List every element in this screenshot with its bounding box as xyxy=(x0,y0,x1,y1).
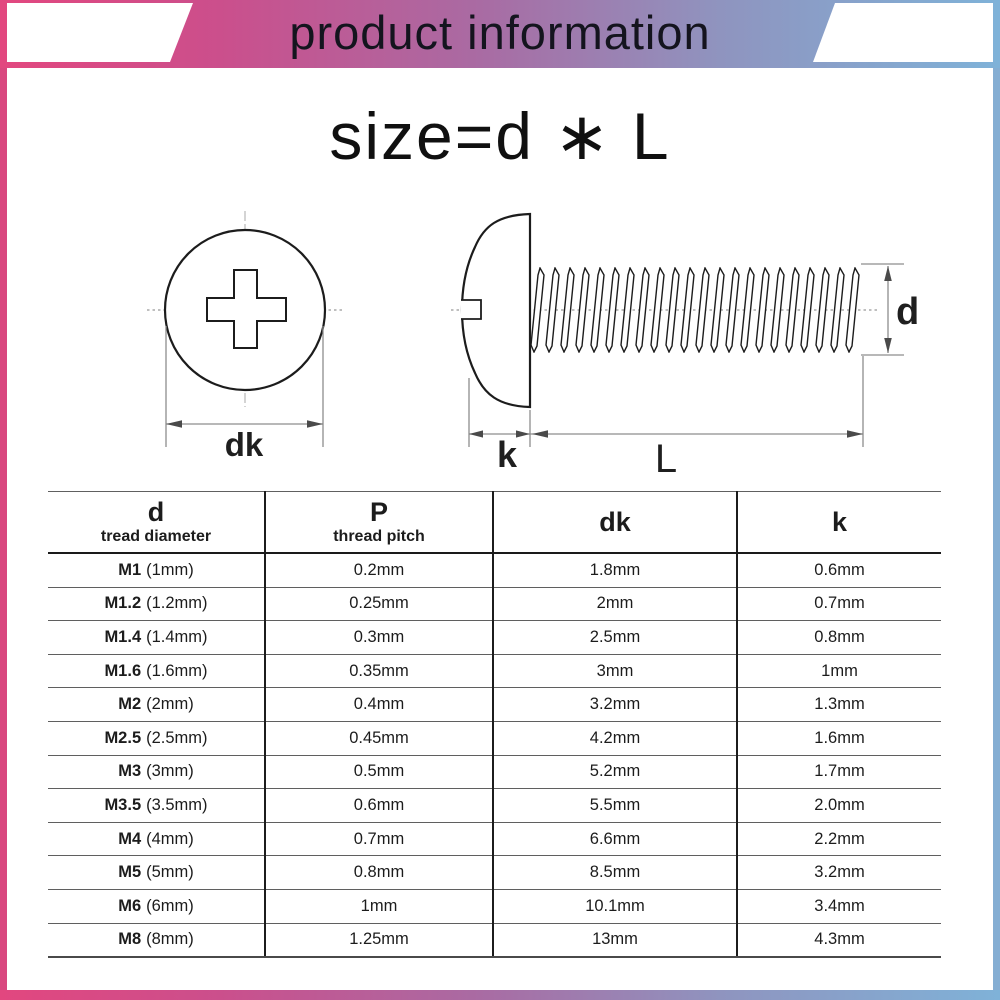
cell-pitch: 0.2mm xyxy=(265,553,493,587)
table-row xyxy=(48,822,941,856)
cell-size xyxy=(48,654,265,688)
thread-diameter: (2.5mm) xyxy=(146,728,208,747)
cell-k: 3.4mm xyxy=(737,889,941,923)
cell-size xyxy=(48,889,265,923)
table-row xyxy=(48,721,941,755)
cell-k: 1.6mm xyxy=(737,721,941,755)
thread-size: M2.5 xyxy=(104,728,142,747)
thread-size: M5 xyxy=(118,863,142,882)
cell-k: 1.3mm xyxy=(737,688,941,722)
cell-dk: 10.1mm xyxy=(493,889,737,923)
header-d-symbol: d xyxy=(147,496,165,527)
table-row xyxy=(48,889,941,923)
k-arrow-left xyxy=(469,430,483,437)
cell-k: 4.3mm xyxy=(737,923,941,957)
thread-diameter: (4mm) xyxy=(146,829,194,848)
table-row xyxy=(48,755,941,789)
screw-side-view xyxy=(451,214,919,481)
threaded-shaft xyxy=(530,267,860,353)
cell-dk: 2.5mm xyxy=(493,621,737,655)
thread-size: M4 xyxy=(118,829,142,848)
header-p-subtitle: thread pitch xyxy=(333,528,425,546)
cell-pitch: 0.5mm xyxy=(265,755,493,789)
cell-dk: 8.5mm xyxy=(493,856,737,890)
L-arrow-left xyxy=(532,430,548,438)
cell-dk: 5.5mm xyxy=(493,789,737,823)
cell-dk: 5.2mm xyxy=(493,755,737,789)
thread-diameter: (6mm) xyxy=(146,896,194,915)
thread-diameter: (1mm) xyxy=(146,560,194,579)
k-label: k xyxy=(496,434,518,475)
cell-k: 3.2mm xyxy=(737,856,941,890)
cell-dk: 2mm xyxy=(493,587,737,621)
header-dk-symbol: dk xyxy=(599,506,631,537)
k-arrow-right xyxy=(516,430,530,437)
slot-cutout xyxy=(461,300,481,319)
thread-size: M1 xyxy=(118,560,142,579)
table-row xyxy=(48,923,941,957)
cell-size xyxy=(48,688,265,722)
cell-pitch: 0.3mm xyxy=(265,621,493,655)
cell-pitch: 0.25mm xyxy=(265,587,493,621)
cell-size xyxy=(48,621,265,655)
cell-pitch: 0.4mm xyxy=(265,688,493,722)
screw-top-view xyxy=(147,211,344,463)
cell-size xyxy=(48,587,265,621)
header-p-symbol: P xyxy=(369,496,388,527)
thread-size: M3.5 xyxy=(104,795,142,814)
thread-diameter: (1.4mm) xyxy=(146,627,208,646)
header-p xyxy=(265,492,493,554)
header-k-symbol: k xyxy=(831,506,848,537)
thread-diameter: (3.5mm) xyxy=(146,795,208,814)
thread-size: M1.4 xyxy=(104,627,142,646)
cell-size xyxy=(48,721,265,755)
cell-dk: 4.2mm xyxy=(493,721,737,755)
L-arrow-right xyxy=(847,430,863,438)
cell-pitch: 0.7mm xyxy=(265,822,493,856)
cell-dk: 13mm xyxy=(493,923,737,957)
header-d-subtitle: tread diameter xyxy=(100,528,212,546)
thread-diameter: (3mm) xyxy=(146,762,194,781)
table-row xyxy=(48,553,941,587)
d-arrow-top xyxy=(884,266,892,281)
thread-size: M2 xyxy=(118,695,142,714)
table-header-row xyxy=(48,492,941,554)
thread-size: M6 xyxy=(118,896,142,915)
header-k xyxy=(737,492,941,554)
dk-arrow-left xyxy=(166,420,182,428)
header-d xyxy=(48,492,265,554)
cell-size xyxy=(48,822,265,856)
table-row xyxy=(48,688,941,722)
thread-diameter: (2mm) xyxy=(146,695,194,714)
table-row xyxy=(48,654,941,688)
cell-dk: 3.2mm xyxy=(493,688,737,722)
d-label: d xyxy=(896,291,920,333)
cell-k: 0.6mm xyxy=(737,553,941,587)
banner-title: product information xyxy=(289,5,711,59)
L-label: L xyxy=(654,437,678,481)
thread-size: M3 xyxy=(118,762,142,781)
cell-k: 1.7mm xyxy=(737,755,941,789)
cell-pitch: 1.25mm xyxy=(265,923,493,957)
cell-k: 0.7mm xyxy=(737,587,941,621)
cell-size xyxy=(48,789,265,823)
header-dk xyxy=(493,492,737,554)
thread-diameter: (1.6mm) xyxy=(146,661,208,680)
cell-pitch: 0.35mm xyxy=(265,654,493,688)
cell-k: 2.2mm xyxy=(737,822,941,856)
cell-size xyxy=(48,856,265,890)
size-formula-title: size=d ∗ L xyxy=(329,99,671,173)
thread-diameter: (8mm) xyxy=(146,930,194,949)
thread-size: M8 xyxy=(118,930,142,949)
cell-pitch: 0.45mm xyxy=(265,721,493,755)
spec-table xyxy=(48,491,941,958)
cell-pitch: 0.6mm xyxy=(265,789,493,823)
cell-dk: 6.6mm xyxy=(493,822,737,856)
thread-size: M1.6 xyxy=(104,661,142,680)
dk-label: dk xyxy=(224,426,264,463)
table-row xyxy=(48,587,941,621)
table-row xyxy=(48,789,941,823)
dk-arrow-right xyxy=(307,420,323,428)
cell-pitch: 0.8mm xyxy=(265,856,493,890)
cell-k: 2.0mm xyxy=(737,789,941,823)
cell-size xyxy=(48,923,265,957)
d-arrow-bottom xyxy=(884,338,892,353)
table-row xyxy=(48,621,941,655)
thread-size: M1.2 xyxy=(104,594,142,613)
cell-pitch: 1mm xyxy=(265,889,493,923)
thread-diameter: (5mm) xyxy=(146,863,194,882)
cell-size xyxy=(48,553,265,587)
table-row xyxy=(48,856,941,890)
cell-k: 0.8mm xyxy=(737,621,941,655)
cell-size xyxy=(48,755,265,789)
cell-dk: 3mm xyxy=(493,654,737,688)
cell-k: 1mm xyxy=(737,654,941,688)
cell-dk: 1.8mm xyxy=(493,553,737,587)
thread-diameter: (1.2mm) xyxy=(146,594,208,613)
